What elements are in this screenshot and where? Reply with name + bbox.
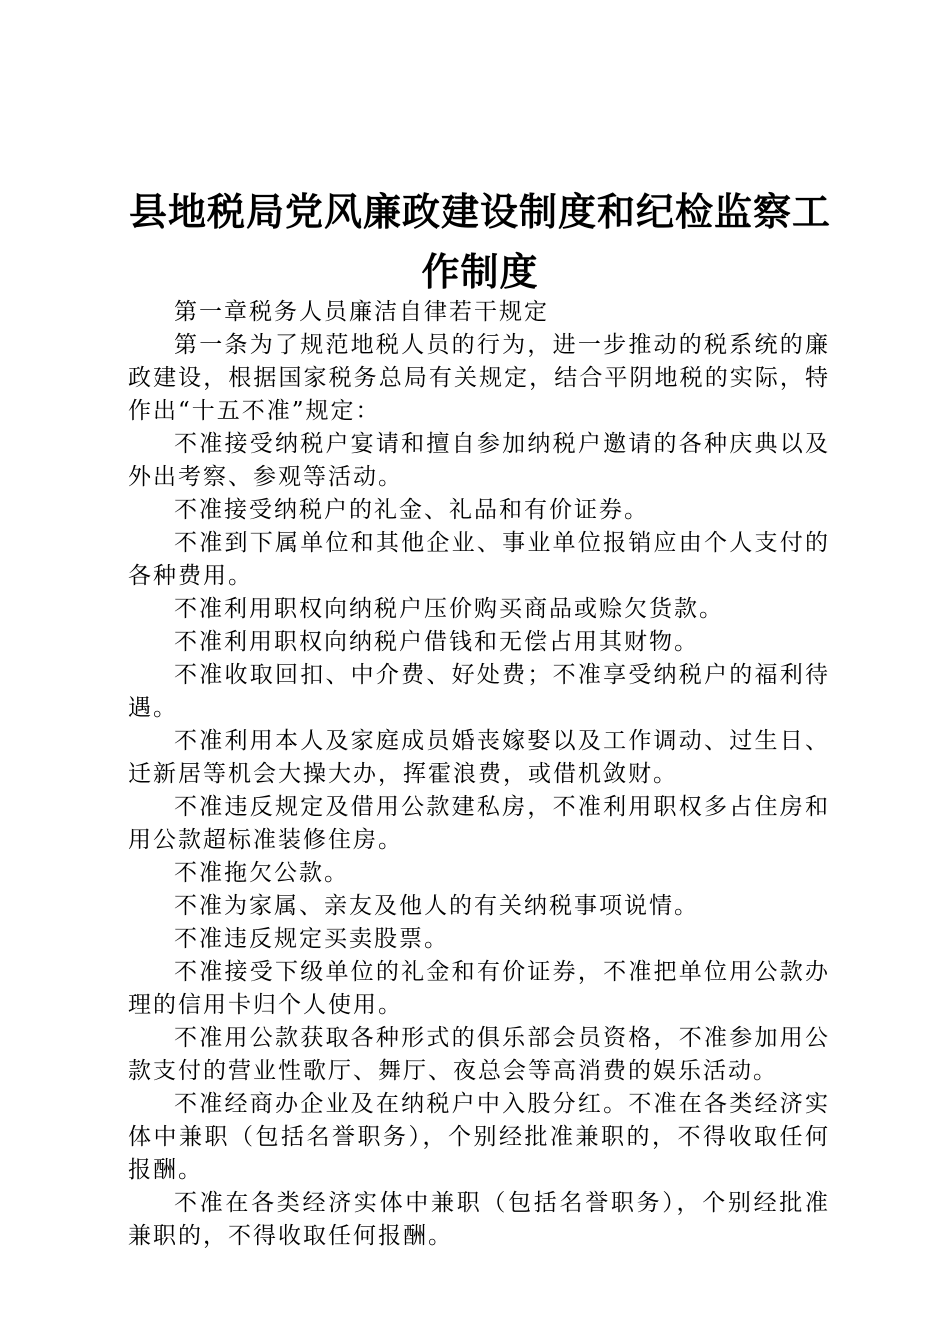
paragraph: 第一条为了规范地税人员的行为，进一步推动的税系统的廉政建设，根据国家税务总局有关规定，结合平阴地税的实际，特作出“十五不准”规定： — [128, 332, 830, 424]
paragraph: 不准利用本人及家庭成员婚丧嫁娶以及工作调动、过生日、迁新居等机会大操大办，挥霍浪费，或借机敛财。 — [128, 728, 830, 787]
paragraph: 不准收取回扣、中介费、好处费；不准享受纳税户的福利待遇。 — [128, 662, 830, 721]
document-title: 县地税局党风廉政建设制度和纪检监察工作制度 — [128, 190, 831, 294]
paragraph: 不准经商办企业及在纳税户中入股分红。不准在各类经济实体中兼职（包括名誉职务），个别经批准兼职的，不得收取任何报酬。 — [128, 1091, 830, 1183]
paragraph: 不准违反规定买卖股票。 — [174, 926, 449, 952]
paragraph: 不准到下属单位和其他企业、事业单位报销应由个人支付的各种费用。 — [128, 530, 830, 589]
paragraph: 不准接受纳税户宴请和擅自参加纳税户邀请的各种庆典以及外出考察、参观等活动。 — [128, 431, 830, 490]
paragraph: 不准用公款获取各种形式的俱乐部会员资格，不准参加用公款支付的营业性歌厅、舞厅、夜总会等高消费的娱乐活动。 — [128, 1025, 830, 1084]
paragraph: 不准违反规定及借用公款建私房，不准利用职权多占住房和用公款超标准装修住房。 — [128, 794, 830, 853]
paragraph: 不准在各类经济实体中兼职（包括名誉职务），个别经批准兼职的，不得收取任何报酬。 — [128, 1190, 830, 1249]
paragraph: 不准利用职权向纳税户压价购买商品或赊欠货款。 — [174, 596, 724, 622]
chapter-heading: 第一章税务人员廉洁自律若干规定 — [174, 299, 549, 325]
paragraph: 不准拖欠公款。 — [174, 860, 349, 886]
paragraph: 不准利用职权向纳税户借钱和无偿占用其财物。 — [174, 629, 699, 655]
paragraph: 不准为家属、亲友及他人的有关纳税事项说情。 — [174, 893, 699, 919]
document-body — [128, 296, 830, 1253]
paragraph: 不准接受纳税户的礼金、礼品和有价证券。 — [174, 497, 649, 523]
paragraph: 不准接受下级单位的礼金和有价证券，不准把单位用公款办理的信用卡归个人使用。 — [128, 959, 830, 1018]
